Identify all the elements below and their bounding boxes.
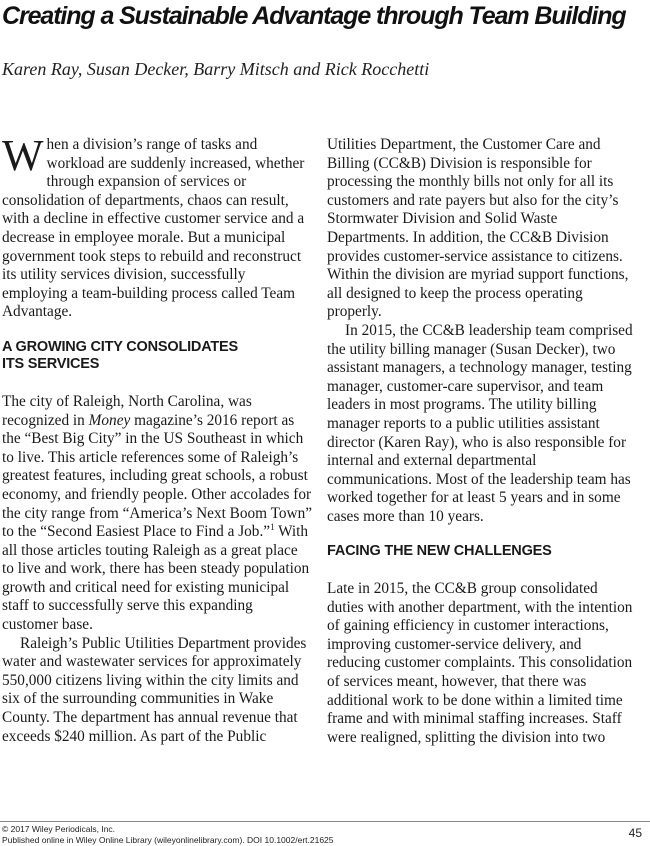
article-title: Creating a Sustainable Advantage through Team Building — [2, 2, 626, 30]
article-authors: Karen Ray, Susan Decker, Barry Mitsch and Rick Rocchetti — [2, 59, 430, 79]
publication-info: Published online in Wiley Online Library (wileyonlinelibrary.com). DOI 10.1002/ert.21625 — [2, 835, 334, 845]
footer-info — [2, 824, 334, 846]
body-paragraph-ccb: Utilities Department, the Customer Care and Billing (CC&B) Division is responsible for processing the monthly bills not only for all its customers and rate payers but also for the city’s Stormwater Division and Solid Waste Departments. In addition, the CC&B Division provides customer-service assistance to citizens. Within the division are myriad support functions, all designed to keep the process operating properly. — [327, 136, 629, 321]
magazine-name: Money — [88, 411, 131, 429]
footer-divider — [0, 821, 650, 822]
left-column — [2, 131, 313, 746]
intro-text: hen a division’s range of tasks and workload are suddenly increased, whether through expansion of services or consolidation of departments, chaos can result, with a decline in effective customer service and a decrease in employee morale. But a municipal government took steps to rebuild and reconstruct its utility services division, successfully employing a team-building process called Team Advantage. — [2, 136, 305, 321]
body-paragraph-consolidation: Late in 2015, the CC&B group consolidated duties with another department, with the intention of gaining efficiency in customer interactions, improving customer-service delivery, and reducing customer complaints. This consolidation of services meant, however, that there was additional work to be done within a limited time frame and with minimal staffing increases. Staff were realigned, splitting the division into two — [327, 579, 633, 746]
body-paragraph-raleigh — [2, 393, 312, 635]
section-heading-challenges: FACING THE NEW CHALLENGES — [327, 543, 552, 560]
heading-line-1: A GROWING CITY CONSOLIDATES — [2, 338, 239, 355]
body-paragraph-leadership: In 2015, the CC&B leadership team comprised the utility billing manager (Susan Decker), two assistant managers, a technology manager, testing manager, customer-care supervisor, and team leaders in most programs. The utility billing manager reports to a public utilities assistant director (Karen Ray), who is also responsible for internal and external departmental communications. Most of the leadership team has worked together for at least 5 years and in some cases more than 10 years. — [327, 321, 633, 525]
intro-paragraph — [2, 131, 312, 322]
text-run: magazine’s 2016 report as the “Best Big City” in the US Southeast in which to live. This article references some of Raleigh’s greatest features, including great schools, a robust economy, and friendly people. Other accolades for the city range from “America’s Next Boom Town” to the “Second Easiest Place to Find a Job.” — [2, 411, 313, 541]
drop-cap: W — [2, 131, 44, 180]
page-number: 45 — [628, 826, 642, 840]
right-column — [327, 136, 637, 747]
heading-line-2: ITS SERVICES — [2, 356, 100, 373]
body-paragraph-utilities: Raleigh’s Public Utilities Department provides water and wastewater services for approximately 550,000 citizens living within the city limits and six of the surrounding communities in Wake County. The department has annual revenue that exceeds $240 million. As part of the Public — [2, 634, 307, 745]
footnote-ref: 1 — [270, 522, 275, 532]
copyright-text: © 2017 Wiley Periodicals, Inc. — [2, 824, 116, 834]
text-run: With all those articles touting Raleigh as a great place to live and work, there has been steady population growth and critical need for existing municipal staff to successfully serve this expanding customer base. — [2, 523, 310, 634]
text-run: The city of Raleigh, North Carolina, was recognized in — [2, 392, 252, 429]
section-heading-growing-city — [2, 339, 312, 374]
